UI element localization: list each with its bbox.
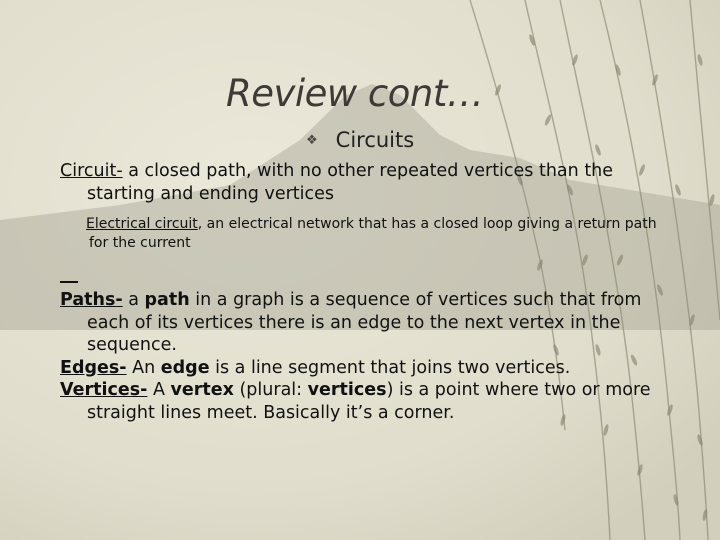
vertices-bold-1: vertex <box>170 380 234 400</box>
edges-text-2: is a line segment that joins two vertices. <box>209 357 571 378</box>
edges-definition <box>60 357 660 380</box>
vertices-term: Vertices- <box>60 380 148 400</box>
circuit-definition <box>60 160 660 205</box>
electrical-circuit-text: , an electrical network that has a closed loop giving a return path for the current <box>89 216 657 251</box>
vertices-text-3: ) is a point where two or more straight lines meet. Basically it’s a corner. <box>87 380 651 423</box>
divider <box>60 281 78 283</box>
bullet-item <box>306 128 414 152</box>
diamond-bullet-icon: ❖ <box>306 132 318 148</box>
edges-bold: edge <box>160 357 210 378</box>
edges-term: Edges- <box>60 357 127 378</box>
electrical-circuit-definition <box>60 215 660 253</box>
electrical-circuit-link[interactable]: Electrical circuit <box>86 216 198 232</box>
vertices-bold-2: vertices <box>307 380 387 400</box>
paths-term: Paths- <box>60 290 123 310</box>
circuit-term: Circuit- <box>60 161 123 181</box>
edges-text-1: An <box>126 357 161 378</box>
vertices-definition <box>60 379 660 424</box>
definitions <box>60 160 660 424</box>
bullet-text: Circuits <box>335 128 415 152</box>
paths-text-2: in a graph is a sequence of vertices such that from each of its vertices there is an edge to the next vertex in the sequence. <box>87 290 642 355</box>
slide-title: Review cont… <box>226 72 484 115</box>
paths-text-1: a <box>122 290 145 310</box>
circuit-text: a closed path, with no other repeated vertices than the starting and ending vertices <box>87 161 614 204</box>
vertices-text-1: A <box>147 380 171 400</box>
paths-definition <box>60 289 660 357</box>
paths-bold: path <box>144 290 190 310</box>
vertices-text-2: (plural: <box>233 380 308 400</box>
